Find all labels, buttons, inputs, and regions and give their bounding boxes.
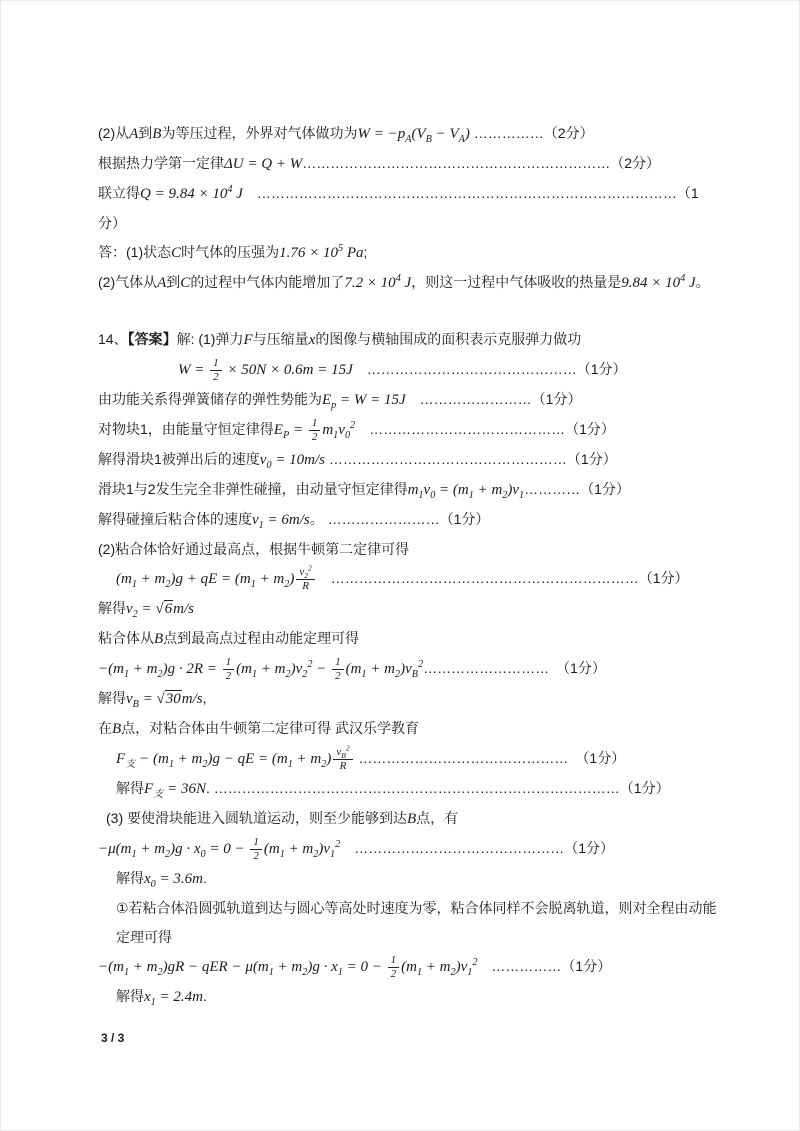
doc-line-formula: $(m_1 + m_2)g$ + qE = $(m_1 + m_2)$ $\frac{v_2^2}{R}$ …………………………………………………………（1分） (116, 563, 689, 593)
doc-line-formula: $-\mu(m_1 + m_2)g \cdot x_0 = 0$ − $\frac{1}{2}$ $(m_1 + m_2)v_1^2$ ………………………………………（1分） (98, 836, 615, 863)
doc-line-formula: $-(m_1 + m_2)gR$ − qER − $\mu(m_1 + m_2)g \cdot x_1 = 0$ − $\frac{1}{2}$ $(m_1 + m_2)v_1^2$ ……………（1分） (98, 954, 612, 981)
doc-line: 由功能关系得弹簧储存的弹性势能为$E_p = W = 15J$ ……………………（1分） (98, 391, 582, 411)
doc-line: 解得碰撞后粘合体的速度$v_1 = 6m/s$。 ……………………（1分） (98, 511, 490, 531)
doc-line: 解得滑块1被弹出后的速度$v_0 = 10m/s$ ……………………………………………（1分） (98, 451, 617, 471)
doc-line: 对物块1，由能量守恒定律得$E_P$ = $\frac{1}{2}$ $m_1v_0^2$ ……………………………………（1分） (98, 417, 615, 444)
doc-line: 联立得$Q = 9.84 \times 10^4$ J ………………………………………………………………………………（1分） (98, 184, 699, 231)
doc-line: (3) 要使滑块能进入圆轨道运动，则至少能够到达B点，有 (106, 810, 459, 827)
doc-line: (2)气体从A到C的过程中气体内能增加了$7.2 \times 10^4$ J，则这一过程中气体吸收的热量是$9.84 \times 10^4$ J。 (98, 273, 710, 291)
doc-line: 解得$x_1 = 2.4m$. (116, 988, 207, 1008)
doc-line: 在B点，对粘合体由牛顿第二定律可得 武汉乐学教育 (98, 720, 420, 737)
answer-document (98, 119, 718, 1012)
doc-line-formula: $F_支 - (m_1 + m_2)g$ − qE = $(m_1 + m_2)$ $\frac{v_B^2}{R}$ ……………………………………… （1分） (116, 743, 626, 773)
doc-line-question-14-header: 14、【答案】解: (1)弹力F与压缩量x的图像与横轴围成的面积表示克服弹力做功 (98, 331, 582, 348)
page-number: 3 / 3 (101, 1031, 125, 1045)
doc-line: (2)从A到B为等压过程，外界对气体做功为$W = -p_A(V_B - V_A)$ ……………（2分） (98, 125, 594, 145)
doc-line: (2)粘合体恰好通过最高点，根据牛顿第二定律可得 (98, 541, 410, 557)
doc-line: 解得$F_支 = 36N$. ……………………………………………………………………………（1分） (116, 780, 670, 800)
doc-line: 解得$v_B = √30m/s$, (98, 690, 207, 710)
doc-line: 根据热力学第一定律ΔU = Q + W…………………………………………………………（2分） (98, 155, 661, 172)
doc-line: 滑块1与2发生完全非弹性碰撞，由动量守恒定律得$m_1v_0 = (m_1$ + $m_2)v_1\dots\dots\dots\dots(1$分） (98, 481, 630, 501)
doc-line: 解得$v_2 = √6m/s$ (98, 600, 194, 620)
doc-line-formula: $-(m_1 + m_2)g \cdot 2R$ = $\frac{1}{2}$ $(m_1 + m_2)v_2^2$ − $\frac{1}{2}$ ($m_1$ + $m_2)v_B^2\dots\dots\dots\dots\dots\dots\dots\dots\dots$ （1分） (98, 656, 606, 683)
doc-line: 粘合体从B点到最高点过程由动能定理可得 (98, 630, 360, 647)
doc-line-formula: W = $\frac{1}{2}$ × 50N × 0.6m = 15J ………………………………………（1分） (178, 357, 627, 384)
doc-line: ①若粘合体沿圆弧轨道到达与圆心等高处时速度为零，粘合体同样不会脱离轨道，则对全程由动能定理可得 (116, 900, 717, 945)
doc-line: 答：(1)状态C时气体的压强为$1.76 \times 10^5$ Pa; (98, 243, 368, 261)
doc-line: 解得$x_0 = 3.6m$. (116, 870, 207, 890)
